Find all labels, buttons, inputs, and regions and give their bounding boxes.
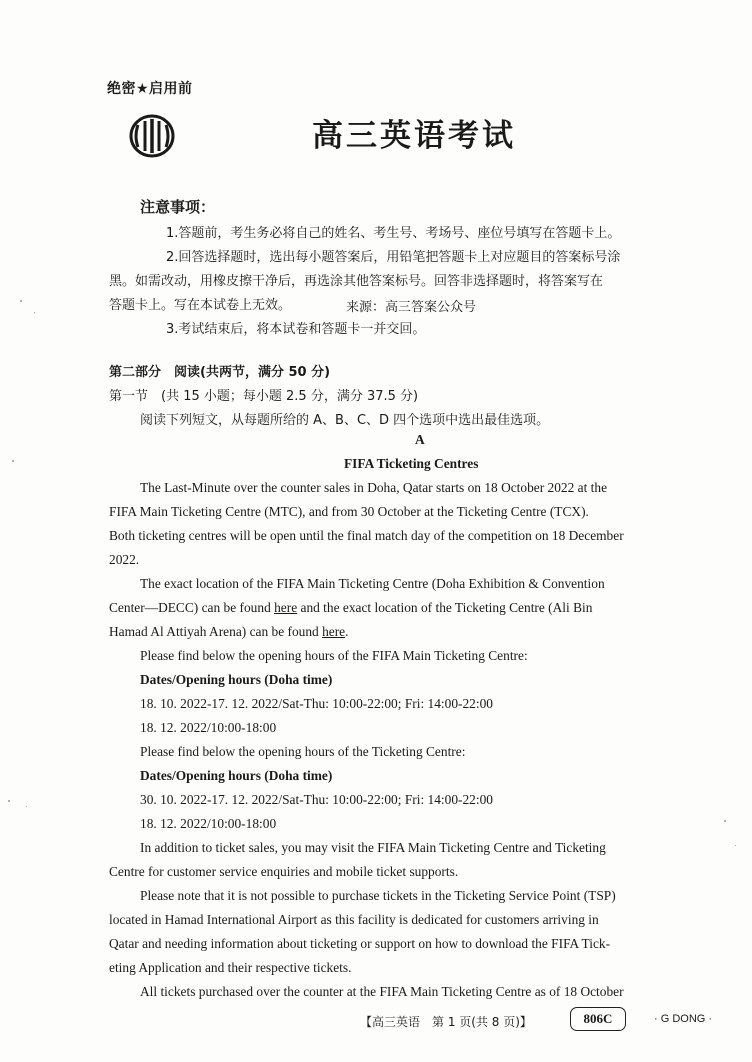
source-note: 来源：高三答案公众号 — [346, 300, 477, 315]
hours-line-mtc: 18. 12. 2022/10:00-18:00 — [140, 720, 277, 735]
notice-item-2-line-2: 黑。如需改动，用橡皮擦干净后，再选涂其他答案标号。回答非选择题时，将答案写在 — [109, 274, 604, 289]
brand-mark: · G DONG · — [654, 1013, 713, 1025]
passage-text: Center—DECC) can be found — [109, 600, 275, 615]
passage-line: eting Application and their respective tickets. — [109, 960, 352, 975]
hours-heading-tcx: Dates/Opening hours (Doha time) — [140, 768, 333, 783]
passage-line: The exact location of the FIFA Main Ticketing Centre (Doha Exhibition & Convention — [140, 576, 605, 591]
page-info: 【高三英语 第 1 页(共 8 页)】 — [360, 1015, 532, 1029]
passage-text: . — [345, 624, 349, 639]
scan-speck — [735, 845, 736, 846]
passage-text: and the exact location of the Ticketing Centre (Ali Bin — [297, 600, 593, 615]
passage-line: FIFA Main Ticketing Centre (MTC), and from 30 October at the Ticketing Centre (TCX). — [109, 504, 589, 519]
hours-line-mtc: 18. 10. 2022-17. 12. 2022/Sat-Thu: 10:00-22:00; Fri: 14:00-22:00 — [140, 696, 493, 711]
passage-text: Hamad Al Attiyah Arena) can be found — [109, 624, 323, 639]
location-link-mtc[interactable]: here — [274, 600, 298, 615]
notice-heading: 注意事项： — [140, 198, 216, 216]
passage-line — [109, 624, 348, 640]
confidential-label: 绝密★启用前 — [107, 81, 193, 97]
passage-line: All tickets purchased over the counter at the FIFA Main Ticketing Centre as of 18 October — [140, 984, 624, 999]
notice-item-3: 3.考试结束后，将本试卷和答题卡一并交回。 — [166, 322, 426, 337]
location-link-tcx[interactable]: here — [322, 624, 346, 639]
passage-line: located in Hamad International Airport as this facility is dedicated for customers arriving in — [109, 912, 599, 927]
part-heading: 第二部分 阅读(共两节，满分 50 分) — [109, 365, 331, 380]
hours-line-tcx: 30. 10. 2022-17. 12. 2022/Sat-Thu: 10:00-22:00; Fri: 14:00-22:00 — [140, 792, 493, 807]
notice-item-2-line-1: 2.回答选择题时，选出每小题答案后，用铅笔把答题卡上对应题目的答案标号涂 — [166, 250, 621, 265]
passage-line: Please find below the opening hours of the FIFA Main Ticketing Centre: — [140, 648, 528, 663]
exam-logo-icon — [128, 113, 176, 159]
exam-code-badge: 806C — [570, 1007, 626, 1031]
passage-line: Please note that it is not possible to purchase tickets in the Ticketing Service Point (TSP) — [140, 888, 616, 903]
hours-heading-mtc: Dates/Opening hours (Doha time) — [140, 672, 333, 687]
passage-line: Please find below the opening hours of the Ticketing Centre: — [140, 744, 466, 759]
notice-item-2-line-3: 答题卡上。写在本试卷上无效。 — [109, 298, 292, 313]
passage-line: Qatar and needing information about ticketing or support on how to download the FIFA Tick- — [109, 936, 611, 951]
scan-speck — [724, 820, 726, 822]
passage-line: Centre for customer service enquiries and mobile ticket supports. — [109, 864, 459, 879]
passage-line: In addition to ticket sales, you may visit the FIFA Main Ticketing Centre and Ticketing — [140, 840, 606, 855]
page-title: 高三英语考试 — [312, 118, 516, 154]
section-instruction: 阅读下列短文，从每题所给的 A、B、C、D 四个选项中选出最佳选项。 — [140, 413, 550, 428]
passage-letter: A — [415, 432, 425, 447]
passage-title: FIFA Ticketing Centres — [344, 456, 479, 471]
scan-speck — [26, 806, 27, 807]
notice-item-1: 1.答题前，考生务必将自己的姓名、考生号、考场号、座位号填写在答题卡上。 — [166, 226, 621, 241]
passage-line: 2022. — [109, 552, 140, 567]
scan-speck — [12, 460, 14, 462]
section-heading: 第一节 (共 15 小题；每小题 2.5 分，满分 37.5 分) — [109, 389, 419, 404]
passage-line: Both ticketing centres will be open until the final match day of the competition on 18 December — [109, 528, 624, 543]
hours-line-tcx: 18. 12. 2022/10:00-18:00 — [140, 816, 277, 831]
scan-speck — [34, 312, 35, 313]
scan-speck — [8, 800, 10, 802]
scan-speck — [20, 300, 22, 302]
passage-line — [109, 600, 592, 616]
passage-line: The Last-Minute over the counter sales in Doha, Qatar starts on 18 October 2022 at the — [140, 480, 608, 495]
